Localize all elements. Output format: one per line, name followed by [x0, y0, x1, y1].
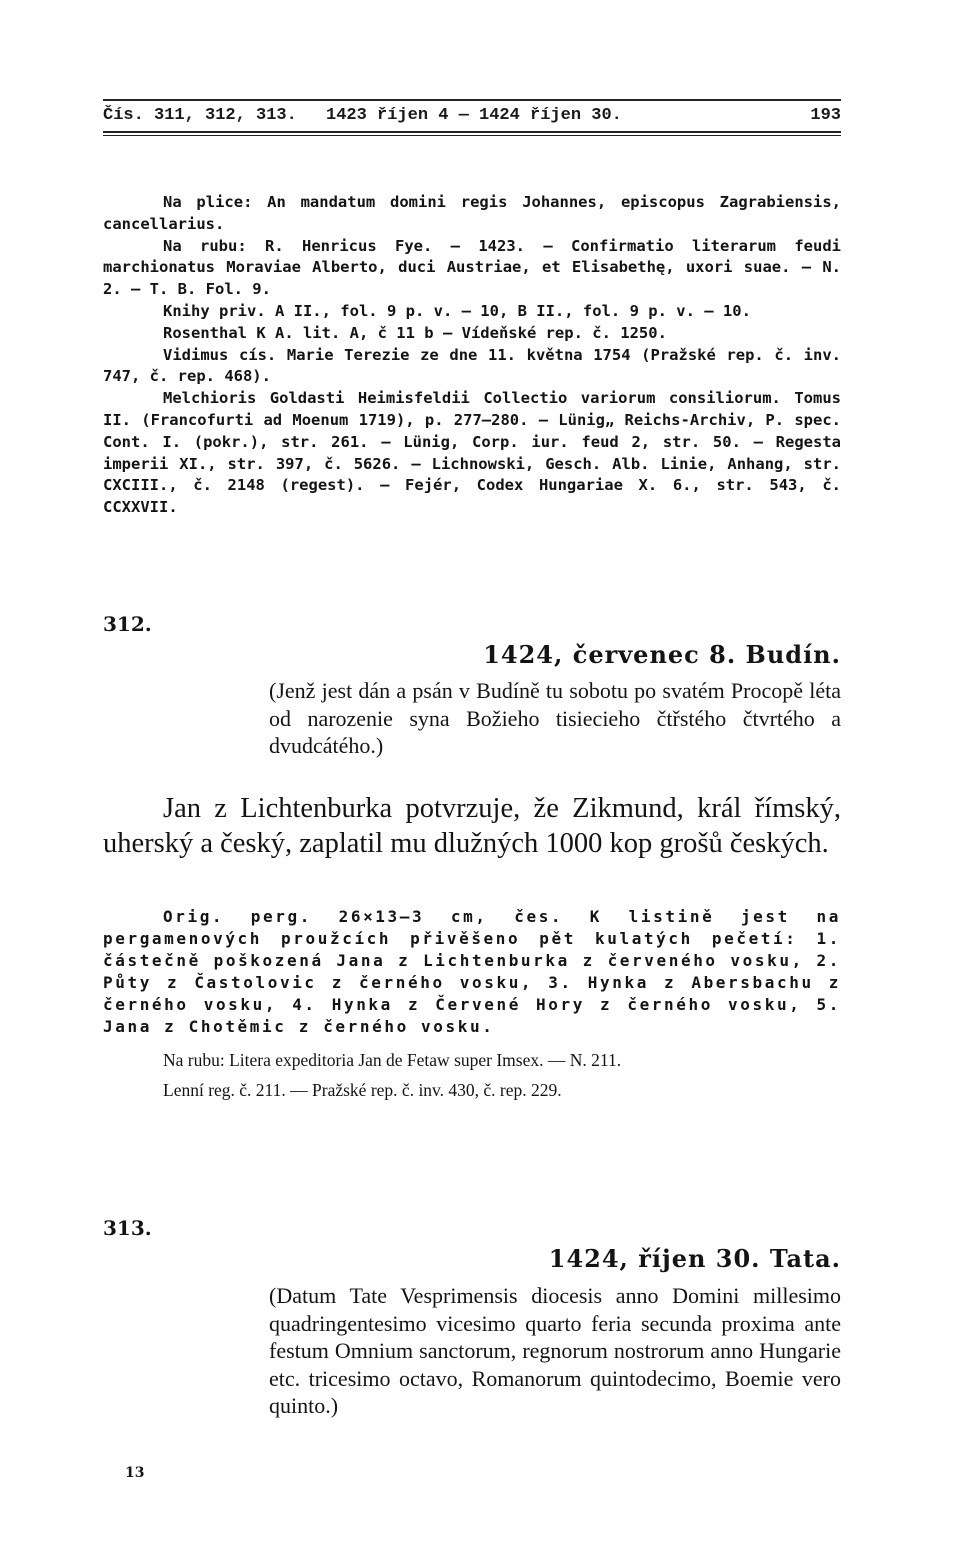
doc311-notes: [103, 192, 841, 519]
note-literature: Melchioris Goldasti Heimisfeldii Collectio variorum consiliorum. Tomus II. (Francofurti ad Moenum 1719), p. 277—280. — Lünig„ Reichs-Archiv, P. spec. Cont. I. (pokr.), str. 261. — Lünig, Corp. iur. feud 2, str. 50. — Regesta imperii XI., str. 397, č. 5626. — Lichnowski, Gesch. Alb. Linie, Anhang, str. CXCIII., č. 2148 (regest). — Fejér, Codex Hungariae X. 6., str. 543, č. CCXXVII.: [103, 389, 841, 517]
document-page: [103, 0, 841, 1543]
note-books: Knihy priv. A II., fol. 9 p. v. — 10, B II., fol. 9 p. v. — 10.: [163, 301, 751, 320]
doc312-description: Orig. perg. 26×13—3 cm, čes. K listině jest na pergamenových proužcích přivěšeno pět kulatých pečetí: 1. částečně poškozená Jana z Lichtenburka z červeného vosku, 2. Půty z Častolovic z černého vosku, 3. Hynka z Abersbachu z černého vosku, 4. Hynka z Červené Hory z černého vosku, 5. Jana z Chotěmic z černého vosku.: [103, 907, 841, 1036]
running-header: [103, 100, 841, 130]
doc313-date-place: 1424, říjen 30. Tata.: [548, 1244, 841, 1273]
doc312-number: 312.: [103, 612, 152, 636]
note-vidimus: Vidimus cís. Marie Terezie ze dne 11. května 1754 (Pražské rep. č. inv. 747, č. rep. 468).: [103, 345, 841, 386]
header-document-numbers: Čís. 311, 312, 313.: [103, 106, 297, 125]
doc313-number: 313.: [103, 1216, 152, 1240]
signature-mark: 13: [125, 1465, 145, 1481]
doc312-datum: (Jenž jest dán a psán v Budíně tu sobotu po svatém Procopě léta od narozenie syna Božieho tisiecieho čtřstého čtvrtého a dvudcátého.): [269, 678, 841, 758]
page-number: 193: [810, 106, 841, 125]
note-dorse: Na rubu: R. Henricus Fye. — 1423. — Confirmatio literarum feudi marchionatus Moraviae Alberto, duci Austriae, et Elisabethę, uxori suae. — N. 2. — T. B. Fol. 9.: [103, 236, 841, 299]
header-date-range: 1423 říjen 4 — 1424 říjen 30.: [326, 106, 622, 125]
doc312-register: Lenní reg. č. 211. — Pražské rep. č. inv. 430, č. rep. 229.: [163, 1080, 562, 1100]
doc312-date-place: 1424, červenec 8. Budín.: [483, 640, 841, 669]
doc312-regest: Jan z Lichtenburka potvrzuje, že Zikmund, král římský, uherský a český, zaplatil mu dlužných 1000 kop grošů českých.: [103, 793, 841, 859]
header-rule-bottom-thin: [103, 135, 841, 136]
doc312-description-block: [103, 906, 841, 1108]
note-plica: Na plice: An mandatum domini regis Johannes, episcopus Zagrabiensis, cancellarius.: [103, 193, 841, 233]
header-rule-bottom: [103, 131, 841, 133]
doc312-rubric: Na rubu: Litera expeditoria Jan de Fetaw super Imsex. — N. 211.: [163, 1050, 622, 1070]
note-rosenthal: Rosenthal K A. lit. A, č 11 b — Vídeňské rep. č. 1250.: [163, 323, 667, 342]
doc313-datum: (Datum Tate Vesprimensis diocesis anno Domini millesimo quadringentesimo vicesimo quarto feria secunda proxima ante festum Omnium sanctorum, regnorum nostrorum anno Hungarie etc. tricesimo octavo, Romanorum quintodecimo, Boemie vero quinto.): [269, 1283, 841, 1418]
